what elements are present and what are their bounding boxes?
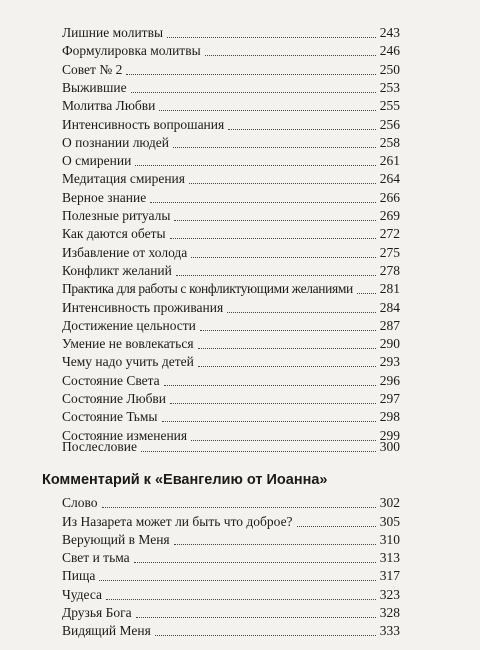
toc-entry — [62, 96, 400, 114]
toc-entry-title: Молитва Любви — [62, 98, 156, 114]
toc-entry-title: Достижение цельности — [62, 317, 196, 333]
toc-leader-dots — [297, 526, 376, 527]
toc-entry-page: 255 — [379, 98, 400, 114]
toc-leader-dots — [99, 580, 375, 581]
toc-entry-page: 272 — [379, 226, 400, 242]
toc-leader-dots — [189, 183, 376, 184]
toc-entry-page: 264 — [379, 171, 400, 187]
toc-entry-title: Видящий Меня — [62, 623, 151, 639]
toc-entry-title: Состояние Тьмы — [62, 409, 158, 425]
toc-leader-dots — [357, 293, 376, 294]
toc-entry-title: Состояние изменения — [62, 427, 188, 443]
toc-leader-dots — [164, 385, 376, 386]
toc-entry-title: Конфликт желаний — [62, 262, 172, 278]
toc-entry-page: 323 — [379, 586, 400, 602]
toc-entry-page: 290 — [379, 336, 400, 352]
toc-entry — [62, 371, 400, 389]
toc-entry-title: Формулировка молитвы — [62, 43, 201, 59]
toc-leader-dots — [170, 238, 376, 239]
toc-leader-dots — [174, 220, 375, 221]
toc-leader-dots — [173, 147, 376, 148]
toc-entry — [62, 188, 400, 206]
toc-leader-dots — [170, 403, 376, 404]
toc-entry-title: Лишние молитвы — [62, 25, 164, 40]
toc-entry — [62, 437, 400, 455]
toc-leader-dots — [176, 275, 376, 276]
toc-entry — [62, 78, 400, 96]
toc-leader-dots — [198, 348, 376, 349]
toc-entry-page: 284 — [379, 299, 400, 315]
toc-entry-title: Чудеса — [62, 586, 103, 602]
toc-leader-dots — [227, 312, 376, 313]
toc-leader-dots — [135, 165, 375, 166]
toc-entry-title: Друзья Бога — [62, 605, 132, 620]
toc-leader-dots — [102, 507, 376, 508]
toc-entry — [62, 603, 400, 621]
toc-entry — [62, 389, 400, 407]
toc-entry-page: 300 — [379, 439, 400, 454]
toc-entry-title: Умение не вовлекаться — [62, 336, 194, 352]
toc-entry-title: Состояние Света — [62, 372, 160, 388]
toc-leader-dots — [136, 617, 376, 618]
toc-entry — [62, 352, 400, 370]
toc-leader-dots — [150, 202, 376, 203]
toc-entry-page: 250 — [379, 61, 400, 77]
section-heading: Комментарий к «Евангелию от Иоанна» — [42, 472, 328, 489]
toc-entry-page: 246 — [379, 43, 400, 59]
toc-entry — [62, 298, 400, 316]
toc-leader-dots — [228, 129, 376, 130]
toc-entry-title: Практика для работы с конфликтующими желаниями — [62, 281, 353, 297]
toc-leader-dots — [155, 635, 376, 636]
toc-entry-page: 243 — [379, 25, 400, 40]
toc-entry-page: 275 — [379, 244, 400, 260]
toc-entry-title: Чему надо учить детей — [62, 354, 194, 370]
toc-entry-title: Свет и тьма — [62, 550, 130, 566]
toc-leader-dots — [134, 562, 376, 563]
toc-entry-title: Пища — [62, 568, 96, 584]
toc-leader-dots — [174, 544, 376, 545]
toc-leader-dots — [191, 257, 375, 258]
toc-entry-page: 261 — [379, 153, 400, 169]
toc-entry-page: 298 — [379, 409, 400, 425]
toc-leader-dots — [159, 110, 375, 111]
toc-entry-page: 278 — [379, 262, 400, 278]
toc-entry — [62, 530, 400, 548]
toc-leader-dots — [141, 451, 376, 452]
toc-entry-page: 305 — [379, 513, 400, 529]
toc-entry-title: Интенсивность вопрошания — [62, 116, 225, 132]
toc-entry-title: Верное знание — [62, 189, 147, 205]
toc-entry-page: 297 — [379, 391, 400, 406]
toc-entry-title: Полезные ритуалы — [62, 208, 171, 223]
toc-entry-page: 269 — [379, 208, 400, 223]
toc-leader-dots — [200, 330, 376, 331]
toc-entry-page: 287 — [379, 317, 400, 333]
toc-leader-dots — [205, 55, 376, 56]
toc-entry-title: Состояние Любви — [62, 391, 167, 406]
toc-entry-title: Верующий в Меня — [62, 531, 170, 547]
toc-entry — [62, 316, 400, 334]
toc-entry-page: 258 — [379, 134, 400, 150]
toc-entry — [62, 243, 400, 261]
toc-entry — [62, 279, 400, 297]
toc-entry-title: Из Назарета может ли быть что доброе? — [62, 513, 293, 529]
toc-entry-page: 296 — [379, 372, 400, 388]
toc-entry-page: 328 — [379, 605, 400, 620]
toc-entry — [62, 548, 400, 566]
toc-entry — [62, 566, 400, 584]
toc-entry — [62, 169, 400, 187]
toc-entry — [62, 585, 400, 603]
toc-entry — [62, 115, 400, 133]
toc-entry — [62, 60, 400, 78]
toc-leader-dots — [126, 74, 375, 75]
toc-entry — [62, 151, 400, 169]
toc-entry-page: 281 — [379, 281, 400, 297]
toc-leader-dots — [167, 37, 376, 38]
toc-entry-title: Выжившие — [62, 79, 127, 95]
toc-entry — [62, 23, 400, 41]
toc-entry — [62, 621, 400, 639]
toc-entry — [62, 334, 400, 352]
toc-entry-title: Медитация смирения — [62, 171, 185, 187]
toc-leader-dots — [106, 599, 376, 600]
toc-entry-title: Как даются обеты — [62, 226, 166, 242]
toc-entry-page: 302 — [379, 495, 400, 511]
toc-entry-title: Послесловие — [62, 439, 137, 454]
toc-entry-page: 317 — [379, 568, 400, 584]
toc-leader-dots — [131, 92, 376, 93]
toc-entry — [62, 133, 400, 151]
toc-entry-title: Избавление от холода — [62, 244, 188, 260]
toc-entry — [62, 261, 400, 279]
toc-entry-page: 293 — [379, 354, 400, 370]
toc-entry — [62, 407, 400, 425]
toc-entry-page: 299 — [379, 427, 400, 443]
toc-entry-title: О смирении — [62, 153, 132, 169]
toc-entry-title: О познании людей — [62, 134, 169, 150]
toc-entry-title: Интенсивность проживания — [62, 299, 224, 315]
toc-entry-title: Совет № 2 — [62, 61, 123, 77]
toc-entry-page: 310 — [379, 531, 400, 547]
toc-entry — [62, 493, 400, 511]
toc-leader-dots — [162, 421, 376, 422]
toc-entry — [62, 206, 400, 224]
toc-entry-page: 256 — [379, 116, 400, 132]
toc-leader-dots — [198, 366, 376, 367]
toc-entry-page: 253 — [379, 79, 400, 95]
toc-entry — [62, 41, 400, 59]
toc-entry — [62, 512, 400, 530]
toc-entry-page: 313 — [379, 550, 400, 566]
toc-entry — [62, 224, 400, 242]
toc-entry-page: 333 — [379, 623, 400, 639]
toc-entry-title: Слово — [62, 495, 98, 511]
toc-entry-page: 266 — [379, 189, 400, 205]
